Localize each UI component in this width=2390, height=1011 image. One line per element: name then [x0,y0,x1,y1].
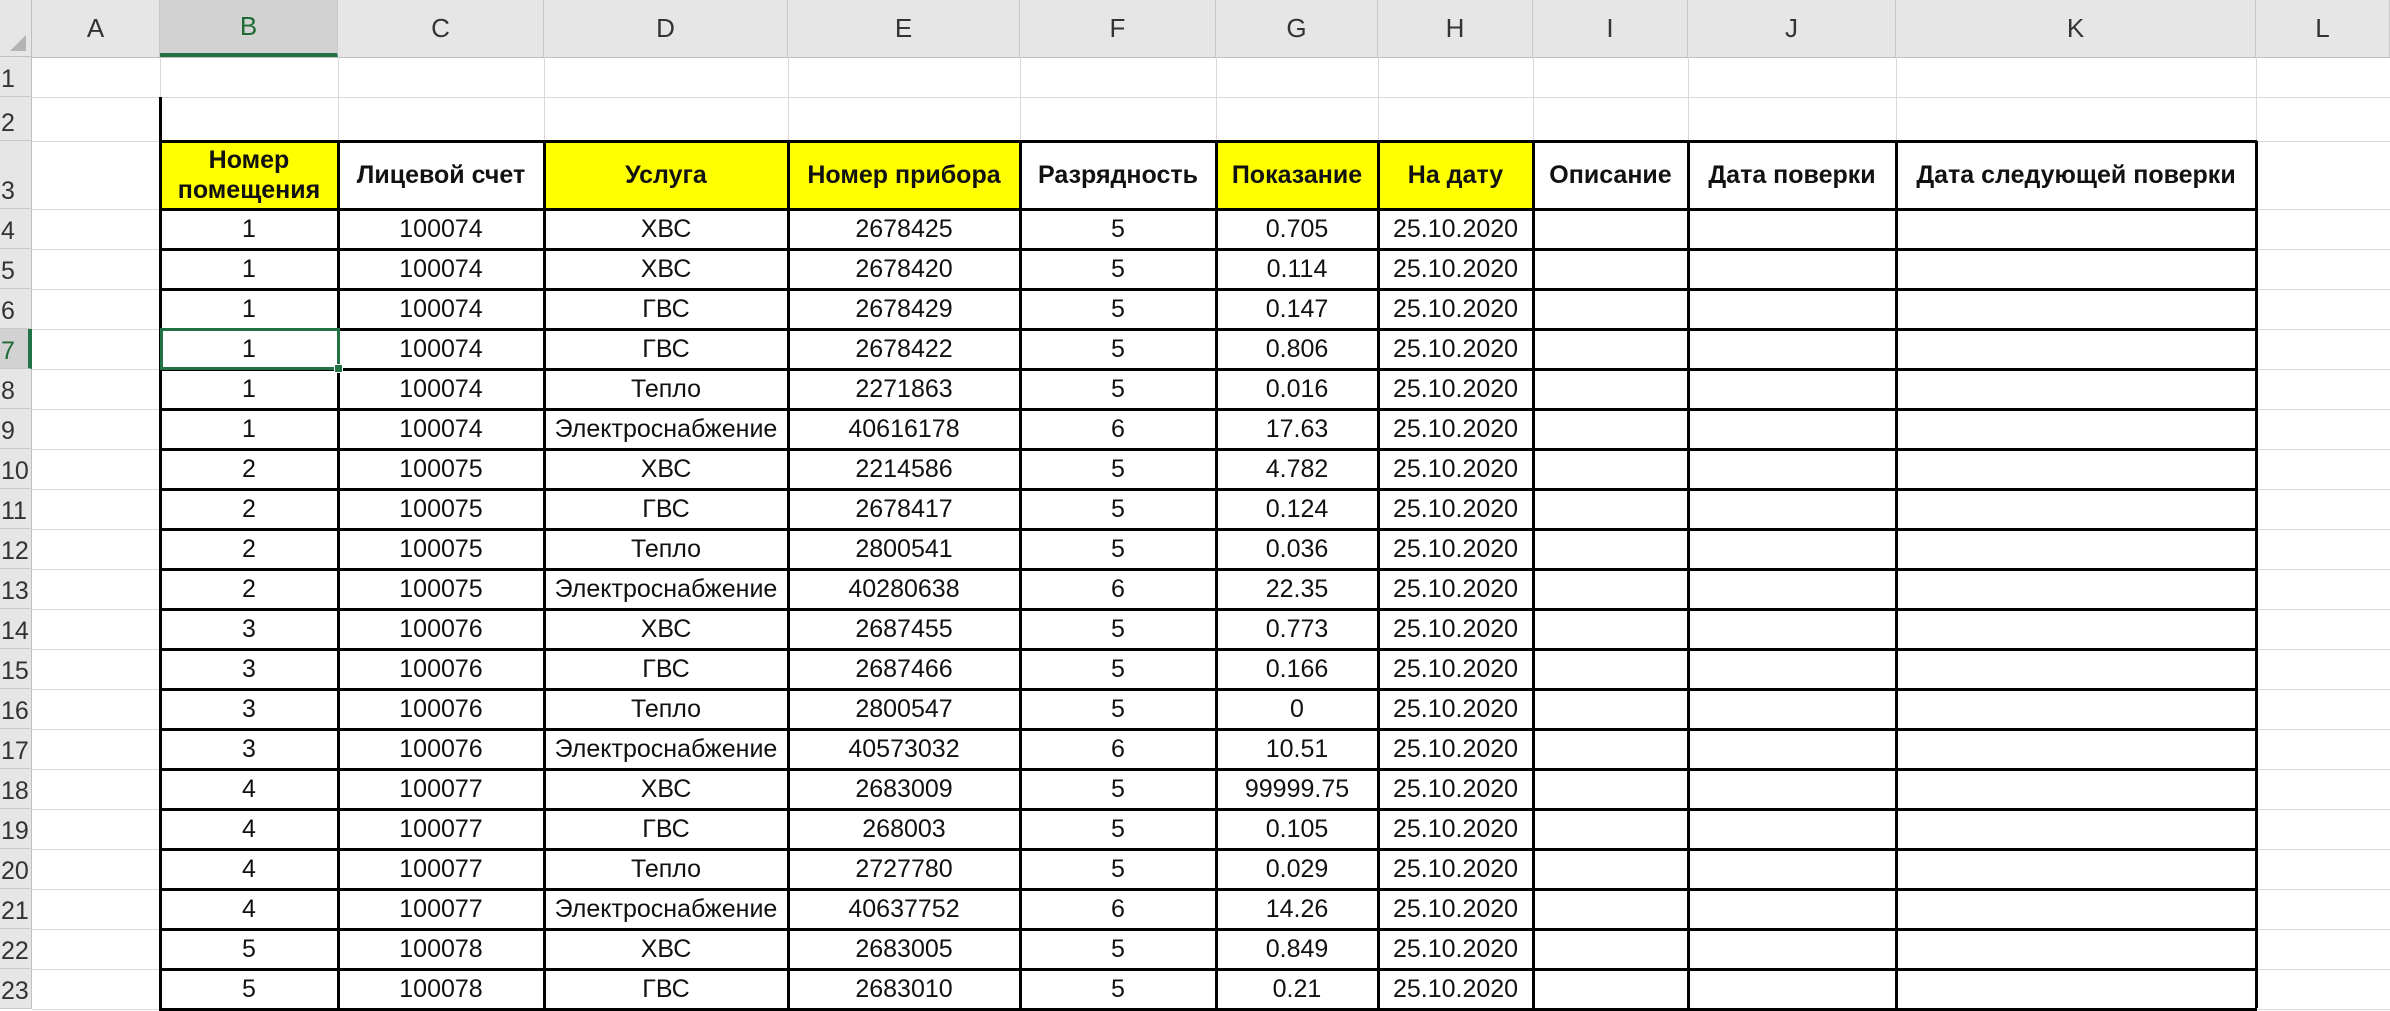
table-cell[interactable]: ГВС [642,654,690,683]
table-cell[interactable]: 2727780 [855,854,953,883]
table-cell[interactable]: ГВС [642,974,690,1003]
table-cell[interactable] [1688,649,1896,689]
table-cell[interactable]: 0.016 [1265,374,1329,403]
table-cell[interactable]: 100075 [399,454,483,483]
table-cell[interactable] [1688,529,1896,569]
table-cell[interactable] [1533,289,1688,329]
row-header-17[interactable]: 17 [0,729,32,769]
table-cell[interactable] [1896,849,2256,889]
table-cell[interactable]: 0.773 [1265,614,1329,643]
table-cell[interactable]: 100075 [399,574,483,603]
table-cell[interactable]: 0.124 [1265,494,1329,523]
table-cell[interactable]: 2214586 [855,454,953,483]
table-border [159,968,2257,971]
table-cell[interactable] [1533,729,1688,769]
table-cell[interactable]: 100078 [399,974,483,1003]
table-cell[interactable]: 100075 [399,534,483,563]
table-border [1895,141,1898,1008]
table-cell[interactable]: 25.10.2020 [1392,814,1519,843]
table-cell[interactable]: 5 [1111,774,1125,803]
row-header-23[interactable]: 23 [0,969,32,1009]
table-cell[interactable] [1533,969,1688,1009]
table-cell[interactable] [1533,249,1688,289]
table-cell[interactable]: 25.10.2020 [1392,974,1519,1003]
table-border [1687,141,1690,1008]
table-cell[interactable]: 6 [1111,414,1125,443]
column-header-e[interactable]: E [788,0,1020,57]
row-header-21[interactable]: 21 [0,889,32,929]
table-cell[interactable] [1896,209,2256,249]
table-cell[interactable]: ХВС [640,214,692,243]
table-border [1532,141,1535,1008]
table-cell[interactable]: 5 [1111,494,1125,523]
table-cell[interactable] [1896,529,2256,569]
table-cell[interactable]: 0.849 [1265,934,1329,963]
table-border [159,848,2257,851]
table-cell[interactable]: 2800541 [855,534,953,563]
table-cell[interactable] [1896,609,2256,649]
table-header-cell[interactable]: Показание [1216,141,1378,209]
table-cell[interactable]: 100077 [399,894,483,923]
row-header-3[interactable]: 3 [0,141,32,209]
table-cell[interactable]: 10.51 [1265,734,1329,763]
table-cell[interactable] [1896,649,2256,689]
table-cell[interactable] [1688,889,1896,929]
table-cell[interactable]: 3 [242,654,256,683]
table-cell[interactable] [1533,769,1688,809]
table-cell[interactable]: 5 [1111,854,1125,883]
table-cell[interactable] [1896,449,2256,489]
table-cell[interactable] [1533,529,1688,569]
column-header-d[interactable]: D [544,0,788,57]
table-cell[interactable]: 5 [1111,294,1125,323]
table-header-cell[interactable]: Описание [1549,161,1672,189]
row-header-4[interactable]: 4 [0,209,32,249]
row-header-14[interactable]: 14 [0,609,32,649]
row-header-19[interactable]: 19 [0,809,32,849]
table-border [159,648,2257,651]
table-border [2255,141,2258,1008]
table-cell[interactable]: 2683009 [855,774,953,803]
table-cell[interactable] [1533,209,1688,249]
table-cell[interactable] [1533,929,1688,969]
table-cell[interactable] [1688,369,1896,409]
row-header-22[interactable]: 22 [0,929,32,969]
table-cell[interactable]: 25.10.2020 [1392,614,1519,643]
table-border [159,140,2257,143]
column-header-b[interactable]: B [160,0,338,57]
table-cell[interactable]: 4 [242,814,256,843]
table-cell[interactable] [1896,409,2256,449]
table-cell[interactable]: ГВС [642,294,690,323]
table-cell[interactable]: 1 [242,414,256,443]
table-cell[interactable] [1688,209,1896,249]
table-cell[interactable]: 1 [242,294,256,323]
table-cell[interactable]: 0.105 [1265,814,1329,843]
table-cell[interactable]: 268003 [862,814,946,843]
table-cell[interactable]: 5 [242,934,256,963]
row-header-13[interactable]: 13 [0,569,32,609]
table-cell[interactable]: 100078 [399,934,483,963]
table-cell[interactable]: 17.63 [1265,414,1329,443]
table-cell[interactable] [1688,809,1896,849]
table-cell[interactable]: 2687455 [855,614,953,643]
table-border [159,888,2257,891]
table-cell[interactable]: 1 [242,374,256,403]
table-border [1019,141,1022,1008]
table-border [159,808,2257,811]
column-header-l[interactable]: L [2256,0,2390,57]
table-cell[interactable]: 25.10.2020 [1392,214,1519,243]
table-cell[interactable]: 0 [1290,694,1304,723]
table-cell[interactable]: Тепло [630,534,702,563]
table-header-cell[interactable]: Лицевой счет [356,161,526,189]
table-cell[interactable]: 40573032 [848,734,960,763]
table-cell[interactable]: 0.036 [1265,534,1329,563]
table-cell[interactable]: 25.10.2020 [1392,294,1519,323]
table-cell[interactable]: Тепло [630,374,702,403]
table-cell[interactable] [1896,889,2256,929]
table-cell[interactable] [1688,969,1896,1009]
table-cell[interactable]: Электроснабжение [554,414,778,443]
table-cell[interactable]: 22.35 [1265,574,1329,603]
table-border [787,141,790,1008]
table-cell[interactable]: 40616178 [848,414,960,443]
row-header-8[interactable]: 8 [0,369,32,409]
table-cell[interactable] [1533,849,1688,889]
table-cell[interactable] [1533,809,1688,849]
table-cell[interactable] [1533,409,1688,449]
table-cell[interactable]: 25.10.2020 [1392,894,1519,923]
table-cell[interactable] [1533,369,1688,409]
row-header-1[interactable]: 1 [0,57,32,97]
table-cell[interactable]: Тепло [630,694,702,723]
table-cell[interactable]: 2678417 [855,494,953,523]
row-header-7[interactable]: 7 [0,329,32,369]
table-cell[interactable] [1533,329,1688,369]
table-cell[interactable]: 2678429 [855,294,953,323]
table-header-cell[interactable]: На дату [1378,141,1533,209]
table-cell[interactable]: 6 [1111,734,1125,763]
table-cell[interactable] [1533,489,1688,529]
table-cell[interactable]: 6 [1111,574,1125,603]
table-border [159,208,2257,211]
table-cell[interactable] [1896,329,2256,369]
table-cell[interactable]: 100076 [399,734,483,763]
table-cell[interactable] [1533,649,1688,689]
table-cell[interactable] [1533,689,1688,729]
table-border [159,688,2257,691]
table-border [159,768,2257,771]
table-cell[interactable]: 40280638 [848,574,960,603]
table-cell[interactable] [1896,249,2256,289]
table-cell[interactable]: 25.10.2020 [1392,654,1519,683]
table-cell[interactable]: 4 [242,854,256,883]
table-cell[interactable] [1896,729,2256,769]
table-cell[interactable] [1533,569,1688,609]
table-border [159,248,2257,251]
row-header-15[interactable]: 15 [0,649,32,689]
table-cell[interactable]: ГВС [642,814,690,843]
table-header-cell[interactable]: Услуга [544,141,788,209]
table-cell[interactable]: 3 [242,694,256,723]
table-cell[interactable]: 25.10.2020 [1392,534,1519,563]
table-cell[interactable]: 5 [1111,814,1125,843]
row-header-16[interactable]: 16 [0,689,32,729]
select-all-button[interactable] [0,0,32,57]
table-cell[interactable]: 0.029 [1265,854,1329,883]
table-cell[interactable] [1896,769,2256,809]
table-cell[interactable]: 5 [1111,614,1125,643]
column-header-a[interactable]: A [32,0,160,57]
table-cell[interactable]: 2800547 [855,694,953,723]
row-header-12[interactable]: 12 [0,529,32,569]
table-cell[interactable]: Электроснабжение [554,574,778,603]
table-cell[interactable]: 2687466 [855,654,953,683]
table-cell[interactable]: 2271863 [855,374,953,403]
table-cell[interactable]: 40637752 [848,894,960,923]
table-cell[interactable]: 100074 [399,414,483,443]
table-header-cell[interactable]: Разрядность [1038,161,1198,189]
column-header-j[interactable]: J [1688,0,1896,57]
table-cell[interactable]: 2 [242,454,256,483]
table-cell[interactable]: 25.10.2020 [1392,694,1519,723]
table-cell[interactable]: 4 [242,894,256,923]
table-cell[interactable]: 1 [242,334,256,363]
table-border [159,408,2257,411]
table-cell[interactable] [1896,569,2256,609]
table-cell[interactable]: 100077 [399,814,483,843]
table-cell[interactable] [1533,889,1688,929]
table-border [159,328,2257,331]
table-cell[interactable]: 0.705 [1265,214,1329,243]
table-cell[interactable] [1688,729,1896,769]
table-cell[interactable]: 5 [1111,974,1125,1003]
table-cell[interactable]: 0.147 [1265,294,1329,323]
table-cell[interactable]: 25.10.2020 [1392,734,1519,763]
table-border [159,728,2257,731]
table-cell[interactable]: 4.782 [1265,454,1329,483]
table-border [159,97,162,1008]
table-cell[interactable]: 100074 [399,254,483,283]
table-cell[interactable]: 5 [1111,934,1125,963]
table-cell[interactable]: 2678420 [855,254,953,283]
table-cell[interactable]: 0.114 [1266,254,1328,283]
column-header-c[interactable]: C [338,0,544,57]
table-cell[interactable]: 5 [1111,374,1125,403]
table-header-cell[interactable]: Номер помещения [160,141,338,209]
table-cell[interactable] [1896,289,2256,329]
table-border [159,368,2257,371]
table-cell[interactable]: 2 [242,534,256,563]
table-cell[interactable]: 5 [1111,654,1125,683]
table-cell[interactable] [1688,929,1896,969]
table-cell[interactable]: 0.806 [1265,334,1329,363]
table-cell[interactable]: 25.10.2020 [1392,254,1519,283]
table-cell[interactable]: 5 [1111,694,1125,723]
table-cell[interactable] [1533,449,1688,489]
column-header-i[interactable]: I [1533,0,1688,57]
table-border [159,568,2257,571]
table-header-cell[interactable]: Дата поверки [1708,161,1876,189]
table-cell[interactable]: 2683010 [855,974,953,1003]
table-cell[interactable]: 3 [242,614,256,643]
table-cell[interactable]: 25.10.2020 [1392,454,1519,483]
table-cell[interactable]: 100076 [399,614,483,643]
table-cell[interactable]: 0.166 [1265,654,1329,683]
table-border [159,608,2257,611]
table-cell[interactable]: 100076 [399,654,483,683]
table-cell[interactable] [1688,769,1896,809]
table-cell[interactable]: 1 [242,214,256,243]
table-cell[interactable]: 0.21 [1272,974,1322,1003]
table-cell[interactable] [1896,969,2256,1009]
row-header-9[interactable]: 9 [0,409,32,449]
table-cell[interactable]: 100074 [399,214,483,243]
table-cell[interactable]: 5 [1111,334,1125,363]
table-cell[interactable]: 6 [1111,894,1125,923]
table-cell[interactable]: 5 [1111,254,1125,283]
table-cell[interactable]: 25.10.2020 [1392,854,1519,883]
table-cell[interactable] [1896,809,2256,849]
table-cell[interactable]: 99999.75 [1244,774,1350,803]
column-header-f[interactable]: F [1020,0,1216,57]
table-cell[interactable]: 2683005 [855,934,953,963]
table-cell[interactable]: 1 [242,254,256,283]
table-cell[interactable] [1896,369,2256,409]
table-cell[interactable]: 2678425 [855,214,953,243]
table-cell[interactable] [1688,609,1896,649]
table-border [543,141,546,1008]
table-border [1215,141,1218,1008]
table-cell[interactable]: ХВС [640,254,692,283]
active-cell-selection[interactable] [160,328,340,370]
table-cell[interactable]: 100074 [399,294,483,323]
table-cell[interactable]: 25.10.2020 [1392,934,1519,963]
table-cell[interactable]: 25.10.2020 [1392,414,1519,443]
table-cell[interactable] [1688,849,1896,889]
row-header-20[interactable]: 20 [0,849,32,889]
gridline [32,97,2390,98]
table-cell[interactable]: 2 [242,494,256,523]
table-cell[interactable] [1688,569,1896,609]
column-header-g[interactable]: G [1216,0,1378,57]
table-cell[interactable]: 25.10.2020 [1392,374,1519,403]
table-cell[interactable] [1688,249,1896,289]
table-cell[interactable] [1688,409,1896,449]
table-cell[interactable] [1896,689,2256,729]
table-cell[interactable]: Тепло [630,854,702,883]
table-cell[interactable]: 2 [242,574,256,603]
table-cell[interactable]: ГВС [642,494,690,523]
row-header-6[interactable]: 6 [0,289,32,329]
table-border [159,448,2257,451]
table-cell[interactable] [1533,609,1688,649]
column-header-k[interactable]: K [1896,0,2256,57]
table-cell[interactable]: ГВС [642,334,690,363]
table-cell[interactable] [1896,489,2256,529]
table-cell[interactable]: 5 [1111,454,1125,483]
column-header-h[interactable]: H [1378,0,1533,57]
table-cell[interactable]: 100077 [399,854,483,883]
table-cell[interactable] [1688,289,1896,329]
table-header-cell[interactable]: Номер прибора [788,141,1020,209]
table-cell[interactable]: 100076 [399,694,483,723]
table-border [1377,141,1380,1008]
table-cell[interactable]: 100077 [399,774,483,803]
table-cell[interactable] [1688,489,1896,529]
table-border [159,288,2257,291]
table-cell[interactable]: 25.10.2020 [1392,494,1519,523]
table-border [159,528,2257,531]
table-cell[interactable]: 25.10.2020 [1392,774,1519,803]
table-cell[interactable]: 4 [242,774,256,803]
table-cell[interactable] [1688,449,1896,489]
row-header-2[interactable]: 2 [0,97,32,141]
table-cell[interactable]: ХВС [640,454,692,483]
row-header-11[interactable]: 11 [0,489,32,529]
row-header-18[interactable]: 18 [0,769,32,809]
table-header-cell[interactable]: Дата следующей поверки [1916,161,2236,189]
table-cell[interactable]: 25.10.2020 [1392,574,1519,603]
table-cell[interactable] [1688,689,1896,729]
table-cell[interactable]: 14.26 [1265,894,1329,923]
table-cell[interactable]: ХВС [640,614,692,643]
table-cell[interactable]: 100074 [399,334,483,363]
table-cell[interactable]: 5 [1111,214,1125,243]
table-cell[interactable]: 25.10.2020 [1392,334,1519,363]
table-border [159,928,2257,931]
table-cell[interactable]: 5 [1111,534,1125,563]
table-cell[interactable]: Электроснабжение [554,734,778,763]
table-border [337,141,340,1008]
row-header-10[interactable]: 10 [0,449,32,489]
table-cell[interactable] [1688,329,1896,369]
table-cell[interactable]: 100074 [399,374,483,403]
table-cell[interactable]: ХВС [640,934,692,963]
table-cell[interactable]: 3 [242,734,256,763]
table-cell[interactable] [1896,929,2256,969]
table-cell[interactable]: 100075 [399,494,483,523]
table-cell[interactable]: 2678422 [855,334,953,363]
table-cell[interactable]: Электроснабжение [554,894,778,923]
row-header-5[interactable]: 5 [0,249,32,289]
table-cell[interactable]: 5 [242,974,256,1003]
table-border [159,488,2257,491]
table-cell[interactable]: ХВС [640,774,692,803]
